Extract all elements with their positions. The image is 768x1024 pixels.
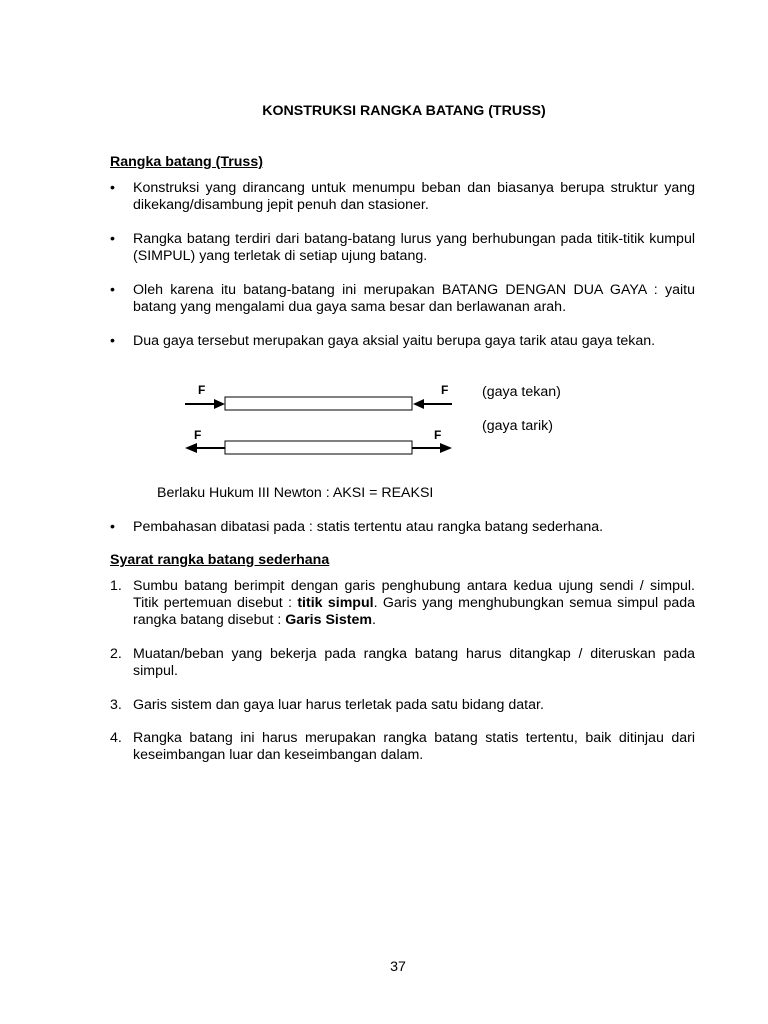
item-number: 4. [110,730,122,746]
bullet-item [110,231,695,265]
item-text-part: . [371,612,376,628]
page-title: KONSTRUKSI RANGKA BATANG (TRUSS) [262,103,546,119]
bullet-text: Pembahasan dibatasi pada : statis tertentu atau rangka batang sederhana. [133,519,604,535]
bullet-marker: • [110,333,115,349]
numbered-item [110,697,695,714]
term-titik-simpul: titik simpul [297,595,374,611]
numbered-item [110,646,695,680]
left-arrow-head [185,443,197,453]
compression-label: (gaya tekan) [482,384,561,400]
force-diagram [180,382,460,462]
bullet-text: Dua gaya tersebut merupakan gaya aksial yaitu berupa gaya tarik atau gaya tekan. [133,333,656,349]
bullet-text: Oleh karena itu batang-batang ini merupakan BATANG DENGAN DUA GAYA : yaitu batang yang mengalami dua gaya sama besar dan berlawanan arah. [133,282,695,315]
section-heading-truss: Rangka batang (Truss) [110,154,263,170]
bullet-marker: • [110,282,115,298]
force-label: F [198,383,206,397]
item-text-part: . Garis yang menghubungkan semua simpul pada rangka batang disebut : [133,595,696,628]
section-heading-requirements: Syarat rangka batang sederhana [110,552,330,568]
right-arrow-head [413,399,424,409]
item-text-part: Sumbu batang berimpit dengan garis penghubung antara kedua ujung sendi / simpul. Titik pertemuan disebut : [133,578,695,611]
term-garis-sistem: Garis Sistem [285,612,372,628]
item-text: Muatan/beban yang bekerja pada rangka batang harus ditangkap / diteruskan pada simpul. [133,646,695,679]
newton-law-text: Berlaku Hukum III Newton : AKSI = REAKSI [157,485,434,501]
force-label: F [194,428,202,442]
bullet-text: Rangka batang terdiri dari batang-batang lurus yang berhubungan pada titik-titik kumpul (SIMPUL) yang terletak di setiap ujung batang. [133,231,695,264]
force-label: F [441,383,449,397]
page-number: 37 [390,959,406,975]
item-text: Rangka batang ini harus merupakan rangka batang statis tertentu, baik ditinjau dari keseimbangan luar dan keseimbangan dalam. [133,730,695,763]
bullet-marker: • [110,231,115,247]
bullet-item [110,519,695,536]
numbered-item [110,730,695,764]
compression-member [185,383,452,410]
force-label: F [434,428,442,442]
item-text [133,578,695,629]
bullet-marker: • [110,180,115,196]
bullet-text: Konstruksi yang dirancang untuk menumpu beban dan biasanya berupa struktur yang dikekang/disambung jepit penuh dan stasioner. [133,180,695,213]
item-number: 3. [110,697,122,713]
left-arrow-head [214,399,225,409]
tension-label: (gaya tarik) [482,418,553,434]
tension-bar [225,441,412,454]
compression-bar [225,397,412,410]
bullet-item [110,180,695,214]
right-arrow-head [440,443,452,453]
bullet-item [110,282,695,316]
item-text: Garis sistem dan gaya luar harus terletak pada satu bidang datar. [133,697,544,713]
tension-member [185,428,452,454]
numbered-item [110,578,695,629]
item-number: 2. [110,646,122,662]
item-number: 1. [110,578,122,594]
bullet-marker: • [110,519,115,535]
bullet-item [110,333,695,350]
